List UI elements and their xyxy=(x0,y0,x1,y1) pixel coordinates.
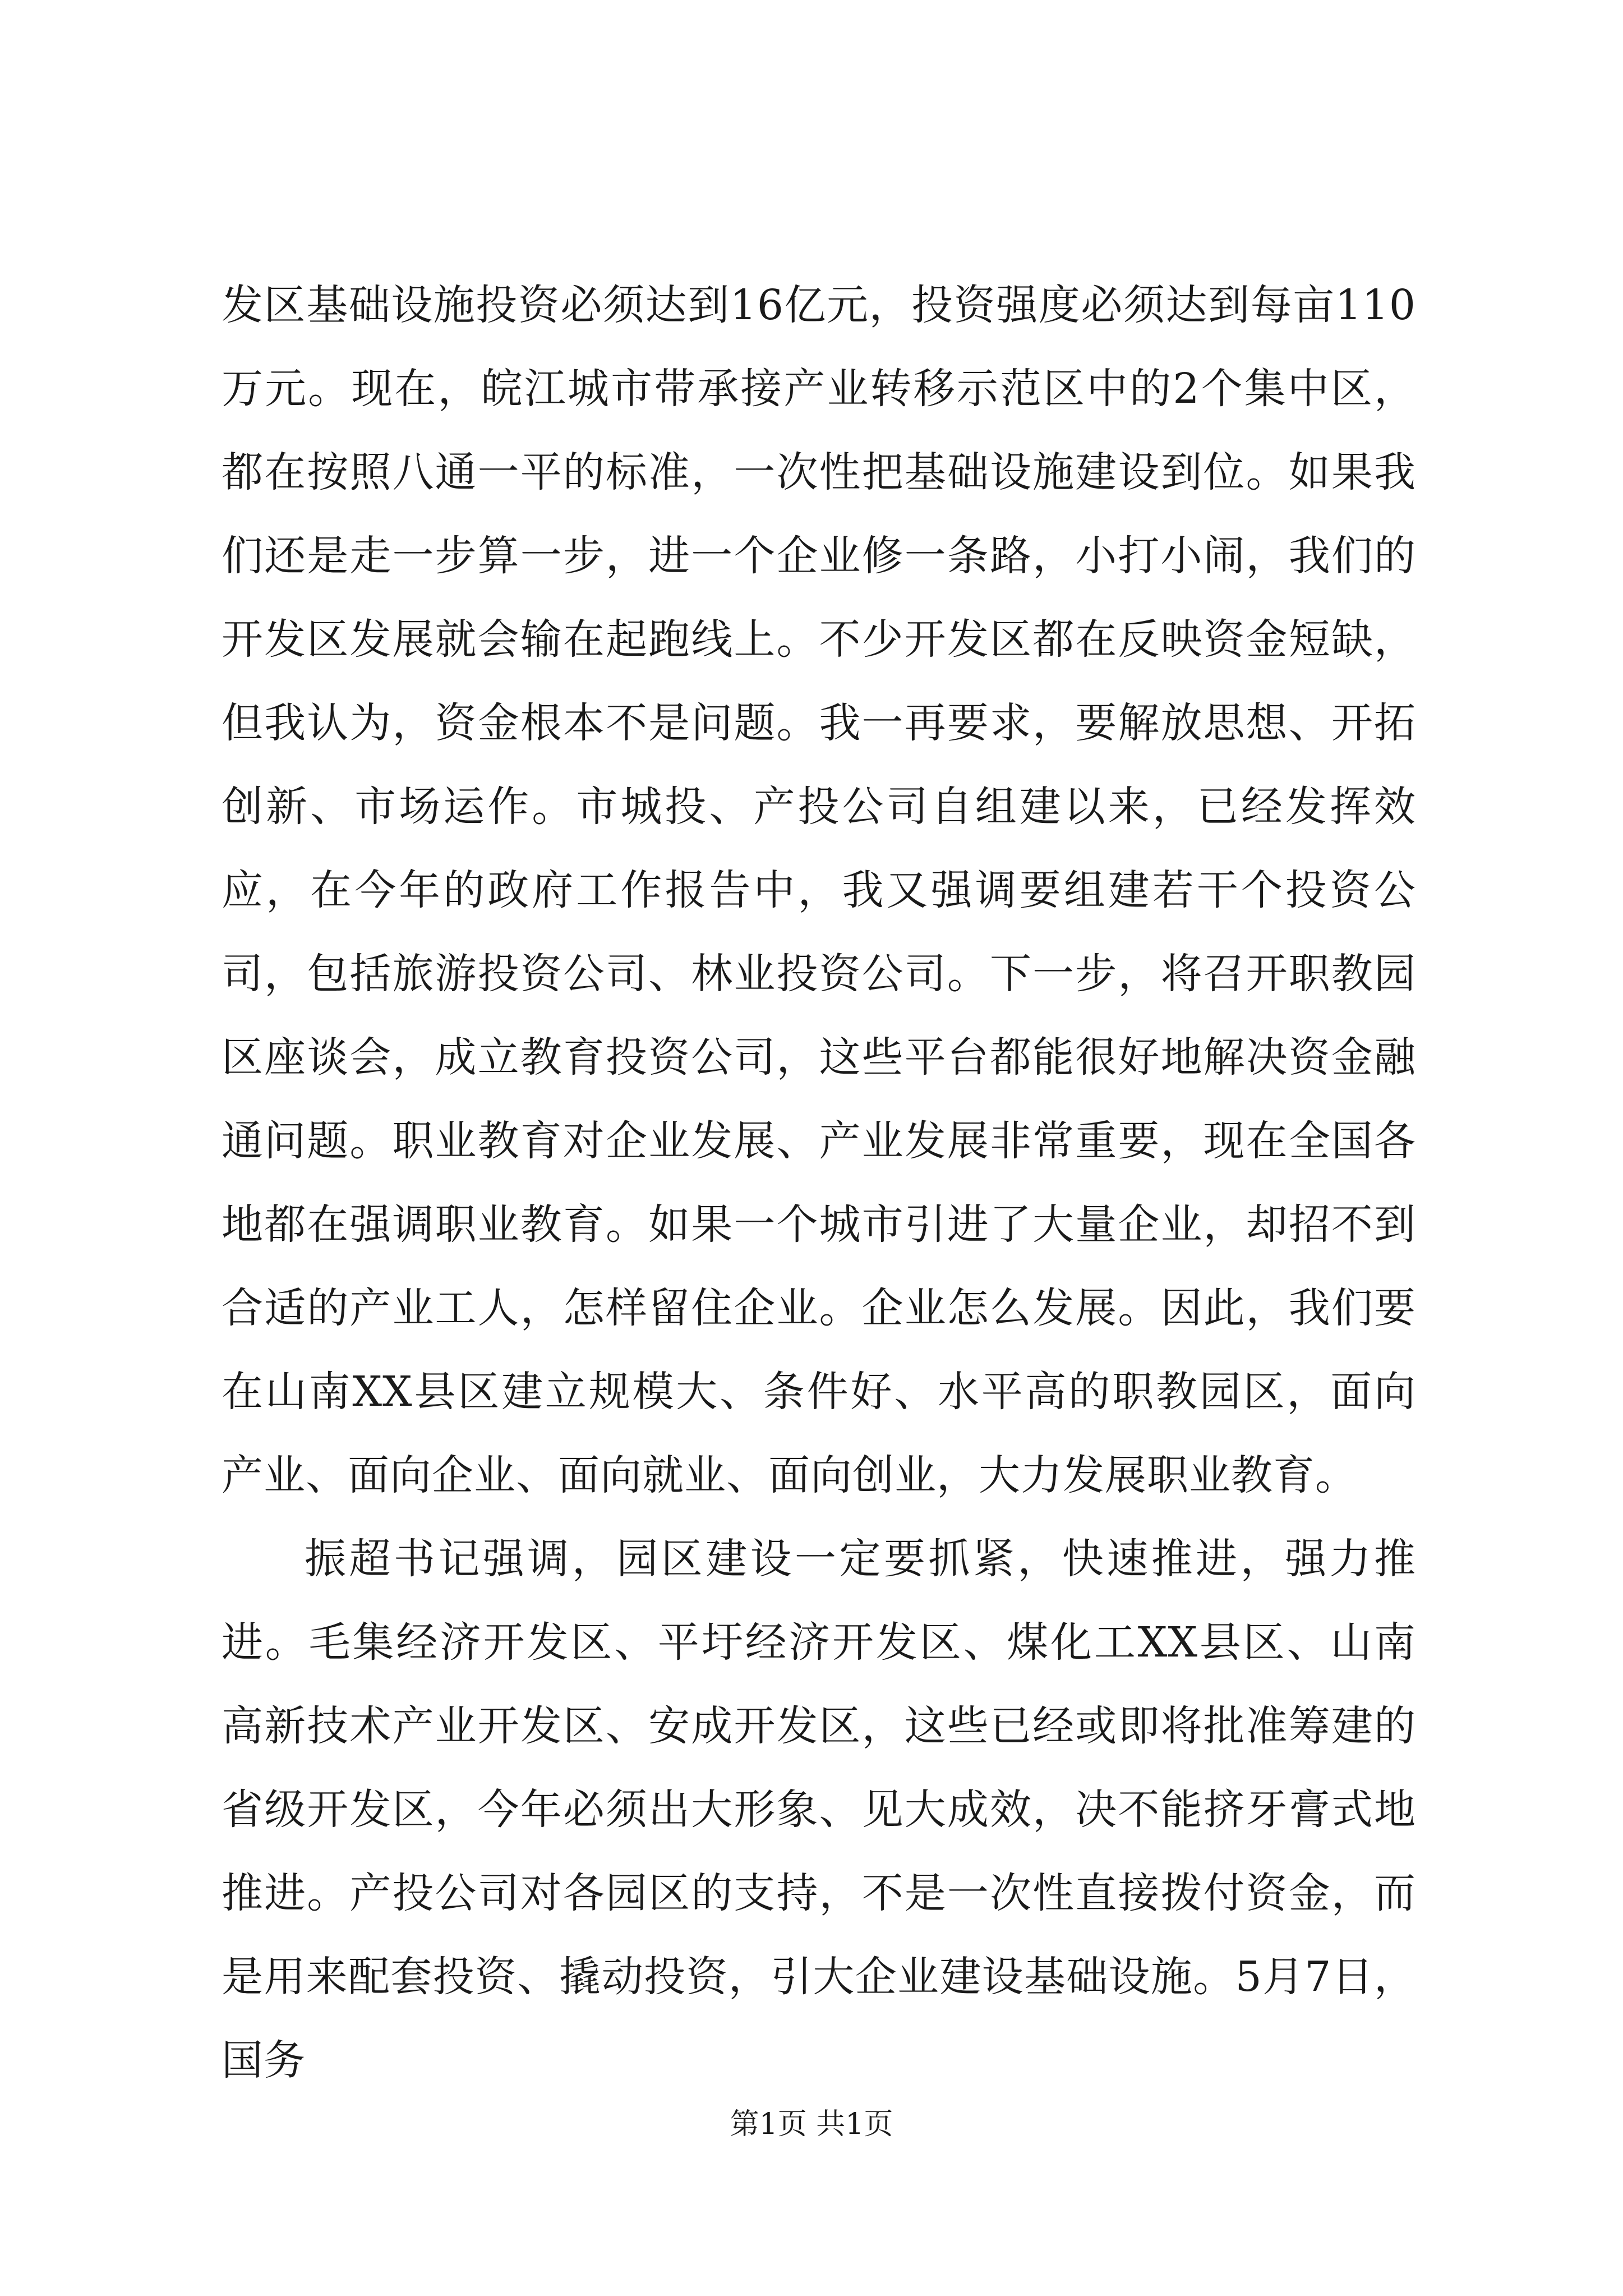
page-number-label: 第1页 共1页 xyxy=(730,2108,893,2141)
document-body xyxy=(222,264,1416,2102)
page-footer xyxy=(0,2105,1623,2144)
paragraph-1: 发区基础设施投资必须达到16亿元，投资强度必须达到每亩110万元。现在，皖江城市带承接产业转移示范区中的2个集中区，都在按照八通一平的标准，一次性把基础设施建设到位。如果我们还是走一步算一步，进一个企业修一条路，小打小闹，我们的开发区发展就会输在起跑线上。不少开发区都在反映资金短缺，但我认为，资金根本不是问题。我一再要求，要解放思想、开拓创新、市场运作。市城投、产投公司自组建以来，已经发挥效应，在今年的政府工作报告中，我又强调要组建若干个投资公司，包括旅游投资公司、林业投资公司。下一步，将召开职教园区座谈会，成立教育投资公司，这些平台都能很好地解决资金融通问题。职业教育对企业发展、产业发展非常重要，现在全国各地都在强调职业教育。如果一个城市引进了大量企业，却招不到合适的产业工人，怎样留住企业。企业怎么发展。因此，我们要在山南XX县区建立规模大、条件好、水平高的职教园区，面向产业、面向企业、面向就业、面向创业，大力发展职业教育。 xyxy=(222,281,1416,1499)
paragraph-2: 振超书记强调，园区建设一定要抓紧，快速推进，强力推进。毛集经济开发区、平圩经济开发区、煤化工XX县区、山南高新技术产业开发区、安成开发区，这些已经或即将批准筹建的省级开发区，今年必须出大形象、见大成效，决不能挤牙膏式地推进。产投公司对各园区的支持，不是一次性直接拨付资金，而是用来配套投资、撬动投资，引大企业建设基础设施。5月7日，国务 xyxy=(222,1535,1416,2085)
